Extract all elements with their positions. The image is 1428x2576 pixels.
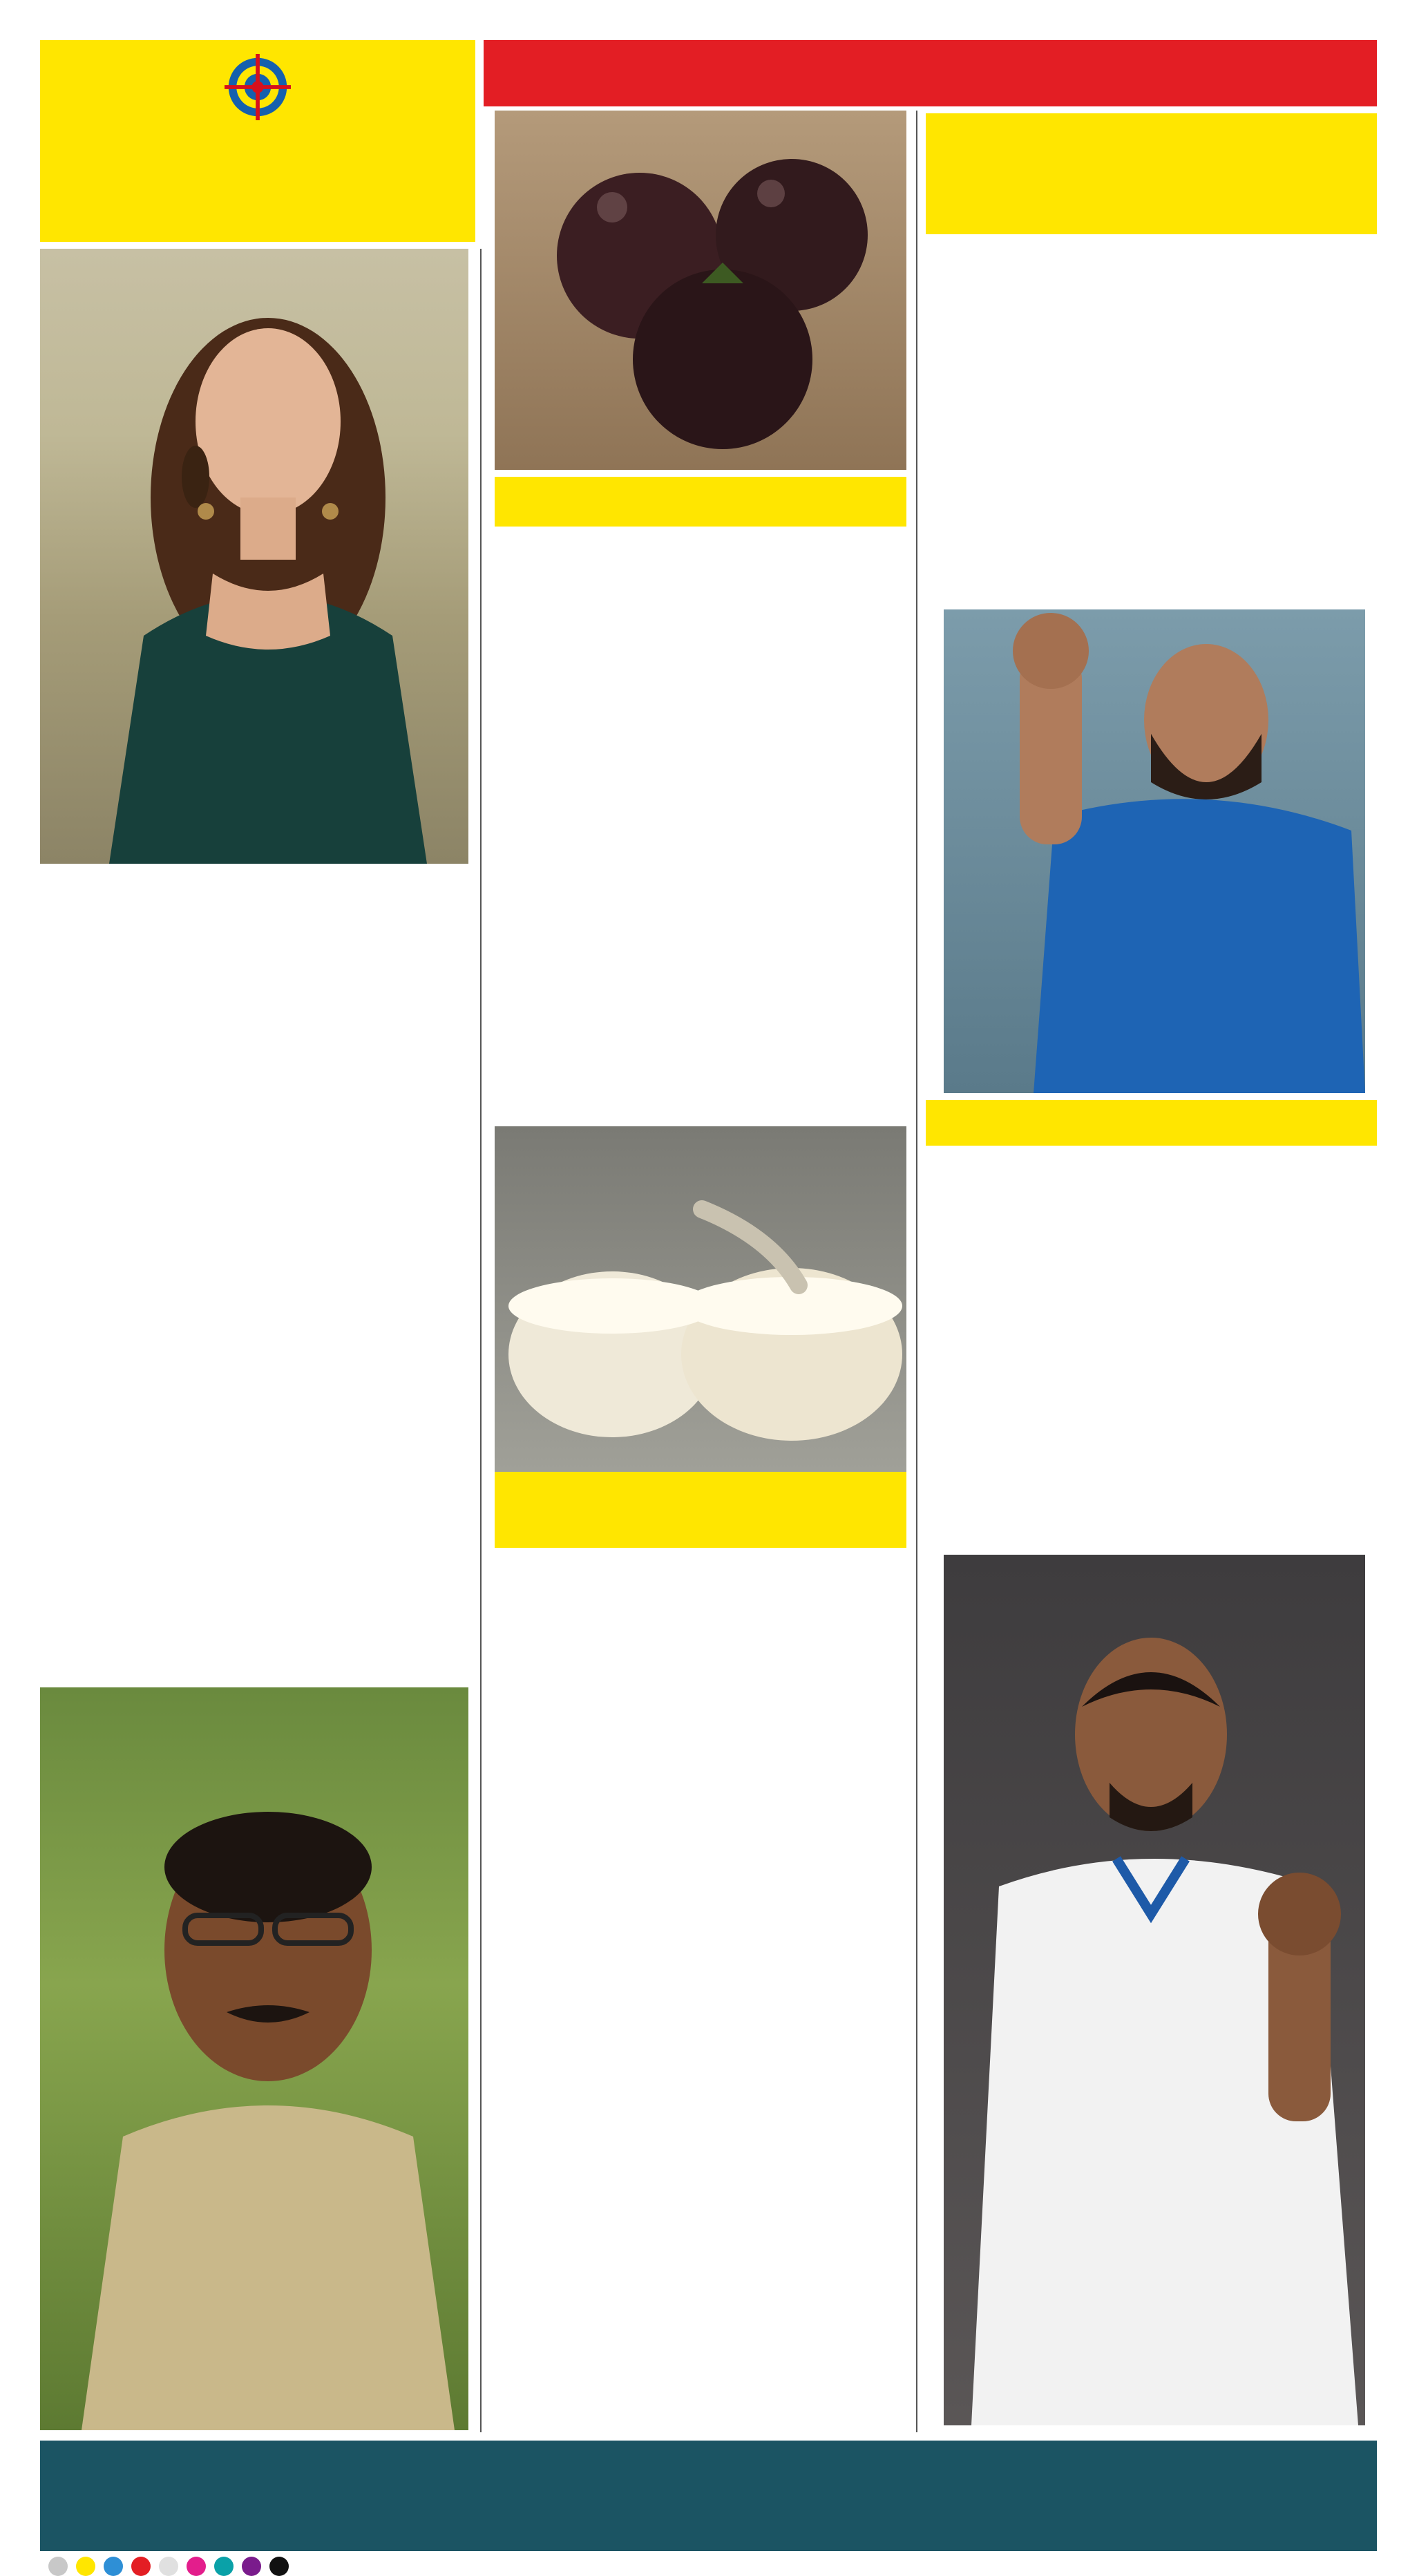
bumrah-photo bbox=[944, 1555, 1365, 2425]
bumrah-body bbox=[926, 1154, 1377, 1541]
porridge-illustration bbox=[495, 1126, 906, 1472]
actress-photo bbox=[40, 249, 468, 864]
tomato-headline bbox=[495, 477, 906, 527]
footer-imprint bbox=[40, 2441, 1377, 2551]
tomato-illustration bbox=[495, 111, 906, 470]
column-divider bbox=[480, 249, 482, 2432]
director-photo bbox=[40, 1687, 468, 2430]
column-divider bbox=[916, 111, 917, 2432]
crosshair-icon bbox=[225, 54, 291, 120]
tomato-body bbox=[495, 533, 906, 1121]
bumrah-headline bbox=[926, 1100, 1377, 1146]
tiffin-headline bbox=[495, 1472, 906, 1548]
director-illustration bbox=[40, 1687, 468, 2430]
cinema-body bbox=[40, 988, 468, 1651]
logo bbox=[40, 46, 475, 129]
icc-body bbox=[926, 243, 1377, 600]
kohli-illustration bbox=[944, 609, 1365, 1093]
masthead bbox=[40, 40, 475, 242]
actress-illustration bbox=[40, 249, 468, 864]
porridge-photo bbox=[495, 1126, 906, 1472]
bumrah-illustration bbox=[944, 1555, 1365, 2425]
tiffin-body bbox=[495, 1562, 906, 2425]
tomato-photo bbox=[495, 111, 906, 470]
kohli-photo bbox=[944, 609, 1365, 1093]
icc-headline bbox=[926, 113, 1377, 234]
date-banner bbox=[484, 40, 1377, 106]
